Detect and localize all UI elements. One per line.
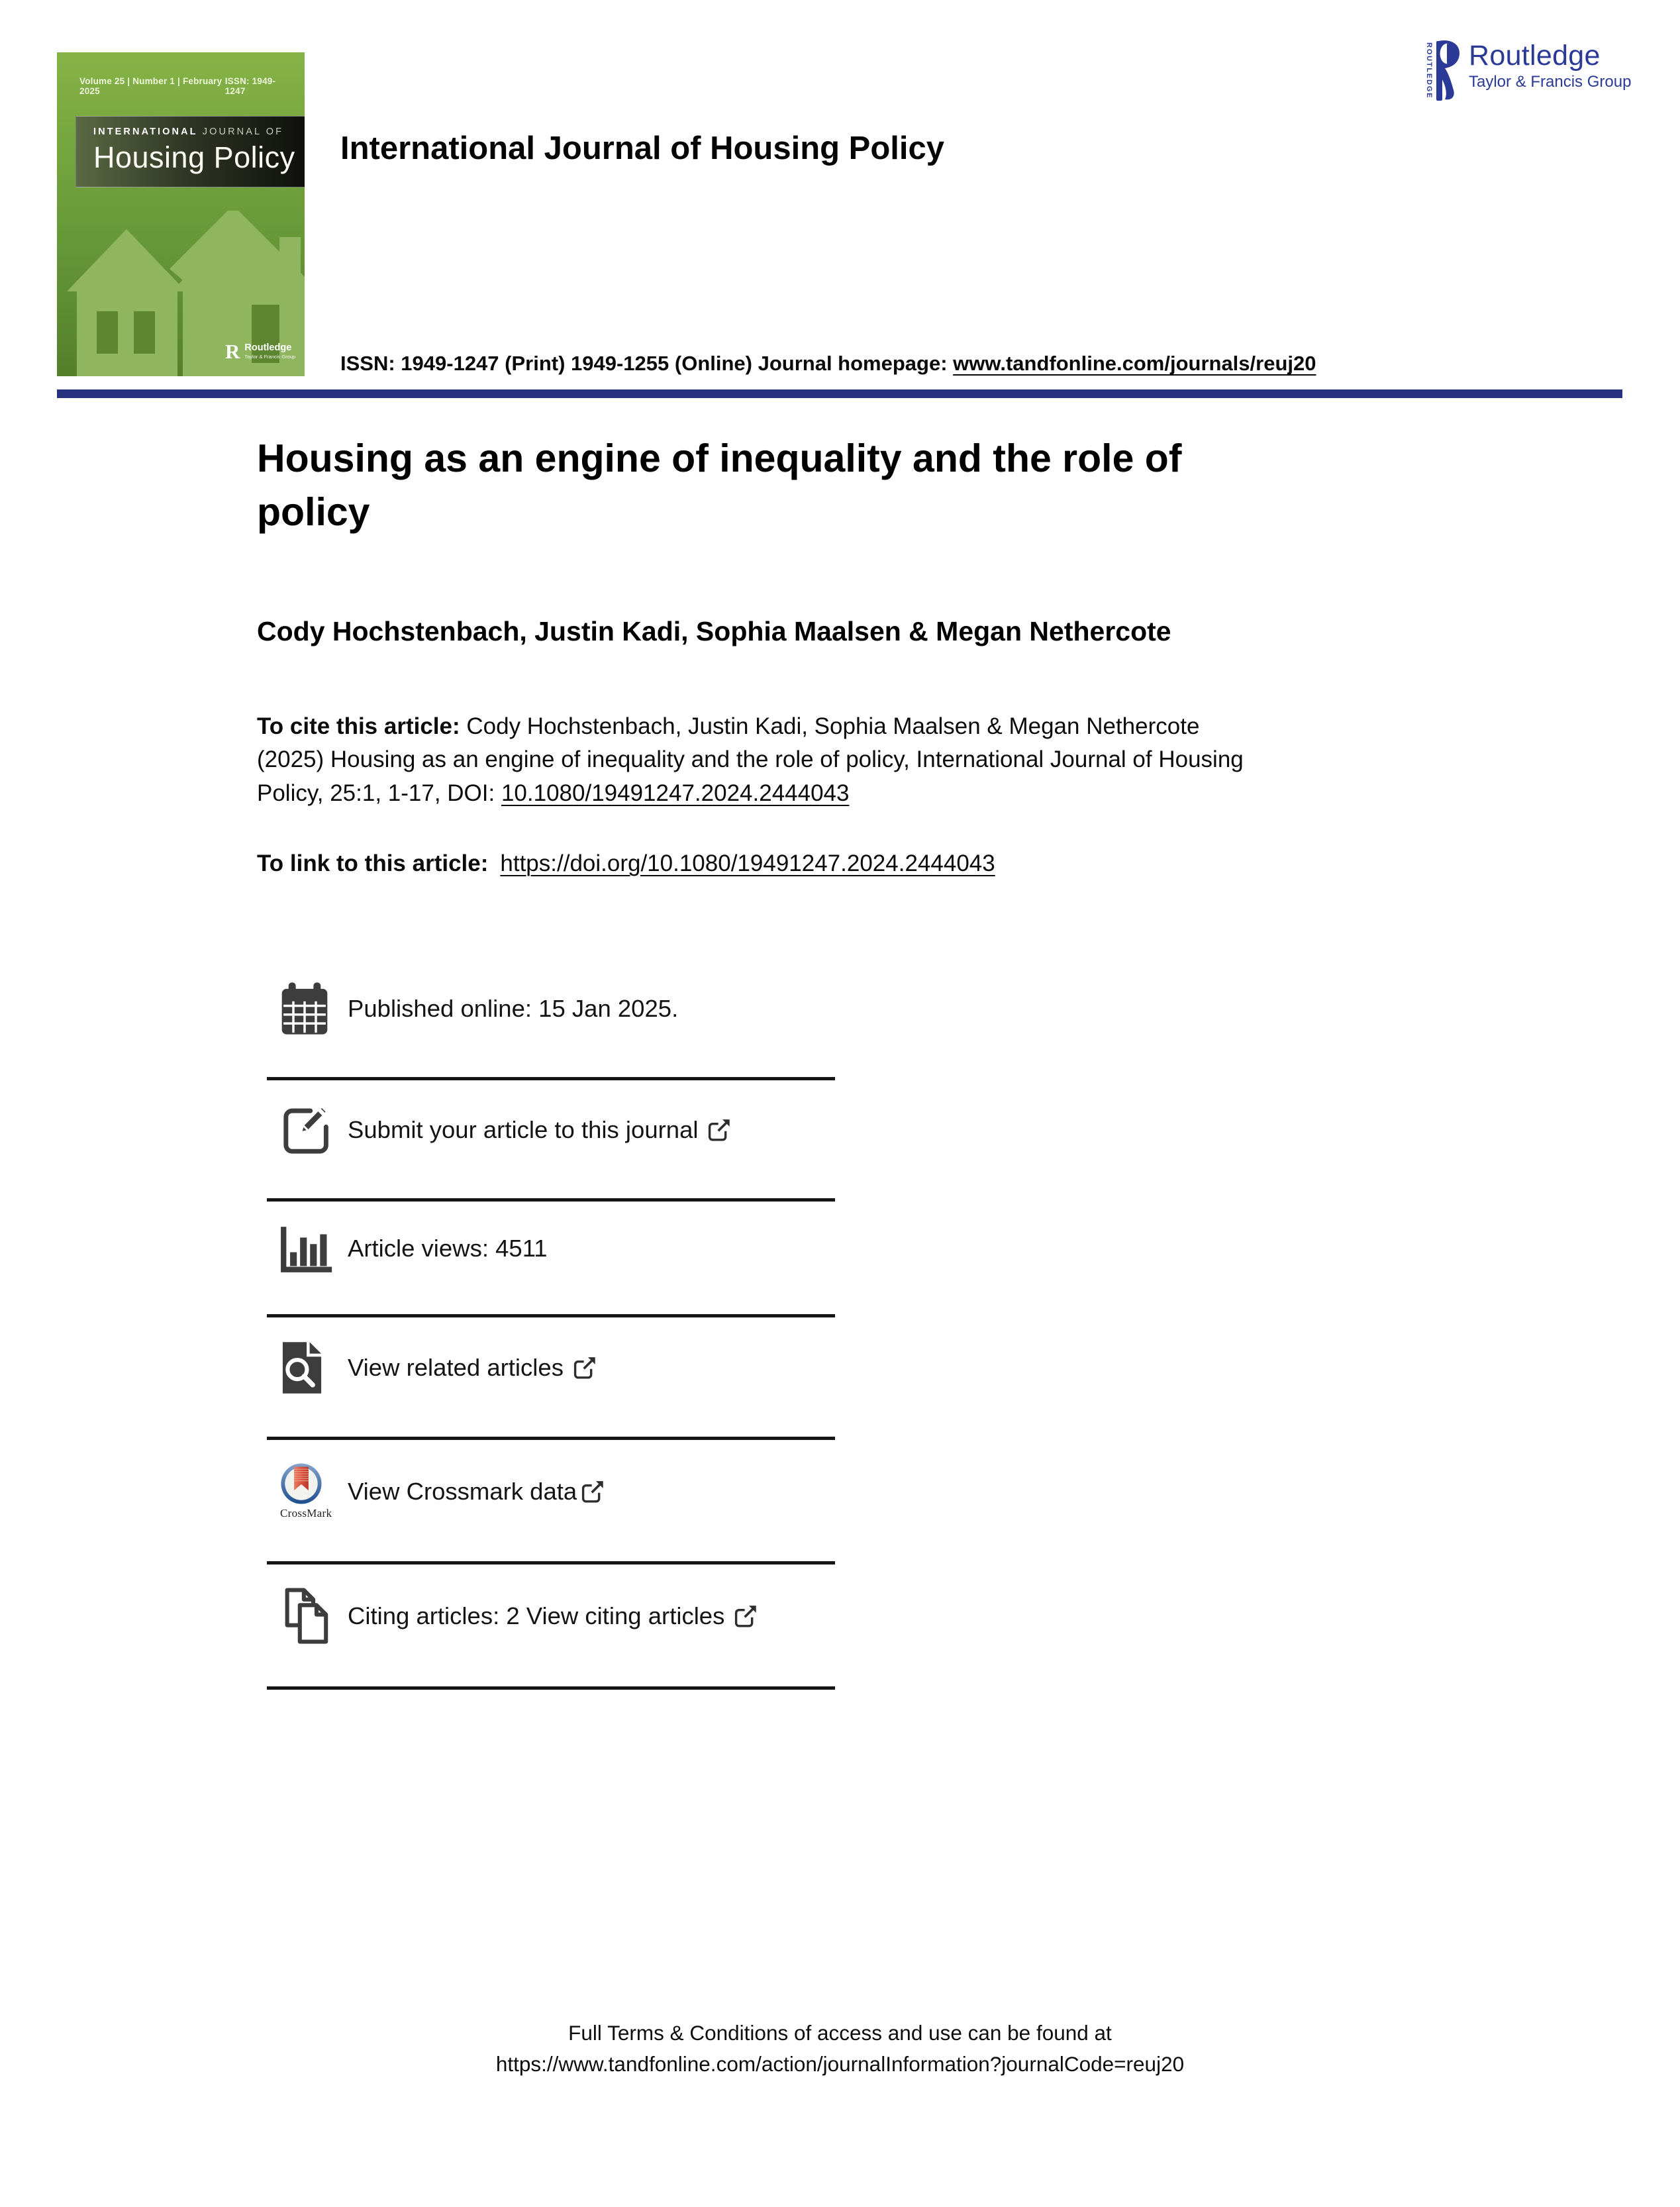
routledge-logo bbox=[1425, 40, 1631, 103]
article-views-text: Article views: 4511 bbox=[348, 1235, 548, 1262]
cover-kicker-journal-of: JOURNAL OF bbox=[197, 127, 284, 137]
cite-doi-link[interactable]: 10.1080/19491247.2024.2444043 bbox=[501, 780, 850, 806]
submit-article-row[interactable] bbox=[267, 1080, 835, 1202]
published-online-row bbox=[267, 959, 835, 1080]
cite-label: To cite this article: bbox=[257, 713, 460, 739]
article-views-row bbox=[267, 1202, 835, 1317]
cover-publisher-name: Routledge bbox=[244, 342, 292, 354]
external-link-icon[interactable] bbox=[581, 1480, 605, 1504]
cover-title-band bbox=[75, 116, 305, 187]
crossmark-caption: CrossMark bbox=[280, 1507, 332, 1519]
issn-text: ISSN: 1949-1247 (Print) 1949-1255 (Online) Journal homepage: bbox=[340, 352, 954, 375]
cover-publisher-logo bbox=[225, 341, 295, 362]
routledge-r-icon bbox=[1434, 40, 1462, 103]
cite-body: Cody Hochstenbach, Justin Kadi, Sophia Maalsen & Megan Nethercote (2025) Housing as an engine of inequality and the role of policy, International Journal of Housing Policy, 25:1, 1-17, DOI: bbox=[257, 713, 1244, 806]
external-link-icon[interactable] bbox=[734, 1604, 758, 1628]
calendar-icon bbox=[280, 982, 329, 1036]
cover-journal-name: Housing Policy bbox=[93, 140, 295, 174]
cover-publisher-group: Taylor & Francis Group bbox=[244, 353, 296, 360]
related-articles-row[interactable] bbox=[267, 1317, 835, 1440]
published-online-text: Published online: 15 Jan 2025. bbox=[348, 995, 679, 1022]
link-label: To link to this article: bbox=[257, 850, 489, 876]
link-paragraph bbox=[257, 850, 995, 877]
cover-issn: ISSN: 1949-1247 bbox=[224, 76, 276, 96]
routledge-name: Routledge bbox=[1469, 40, 1601, 72]
crossmark-icon bbox=[280, 1463, 322, 1505]
crossmark-row[interactable] bbox=[267, 1440, 835, 1565]
related-articles-icon bbox=[280, 1340, 324, 1396]
citing-articles-icon bbox=[280, 1587, 334, 1645]
action-list bbox=[267, 959, 835, 1690]
external-link-icon[interactable] bbox=[707, 1118, 731, 1142]
cover-kicker bbox=[93, 127, 305, 137]
citing-articles-row[interactable] bbox=[267, 1565, 835, 1690]
related-articles-link[interactable]: View related articles bbox=[348, 1354, 564, 1381]
masthead-divider-bar bbox=[57, 389, 1622, 398]
terms-line: Full Terms & Conditions of access and use can be found at bbox=[568, 2021, 1112, 2045]
journal-homepage-link[interactable]: www.tandfonline.com/journals/reuj20 bbox=[953, 352, 1316, 375]
crossmark-link[interactable]: View Crossmark data bbox=[348, 1477, 577, 1505]
routledge-group: Taylor & Francis Group bbox=[1469, 73, 1632, 91]
citing-articles-link[interactable]: Citing articles: 2 View citing articles bbox=[348, 1602, 725, 1629]
cover-routledge-mark: R bbox=[225, 340, 240, 363]
terms-footer bbox=[0, 2018, 1680, 2080]
submit-icon bbox=[280, 1103, 334, 1157]
cite-paragraph bbox=[257, 710, 1263, 810]
submit-article-link[interactable]: Submit your article to this journal bbox=[348, 1116, 699, 1143]
article-authors: Cody Hochstenbach, Justin Kadi, Sophia Maalsen & Megan Nethercote bbox=[257, 616, 1171, 646]
routledge-vertical-text: ROUTLEDGE bbox=[1425, 42, 1433, 99]
terms-url: https://www.tandfonline.com/action/journalInformation?journalCode=reuj20 bbox=[495, 2052, 1185, 2077]
journal-cover-thumbnail bbox=[57, 52, 305, 376]
issn-homepage-line bbox=[340, 352, 1316, 376]
external-link-icon[interactable] bbox=[573, 1356, 597, 1380]
cover-kicker-international: INTERNATIONAL bbox=[93, 127, 198, 137]
bar-chart-icon bbox=[280, 1224, 333, 1273]
cover-meta-row bbox=[79, 76, 287, 96]
cover-volume-line: Volume 25 | Number 1 | February 2025 bbox=[79, 76, 222, 96]
article-doi-link[interactable]: https://doi.org/10.1080/19491247.2024.2444043 bbox=[500, 850, 995, 876]
journal-title: International Journal of Housing Policy bbox=[340, 130, 945, 166]
article-title: Housing as an engine of inequality and the role of policy bbox=[257, 436, 1182, 535]
